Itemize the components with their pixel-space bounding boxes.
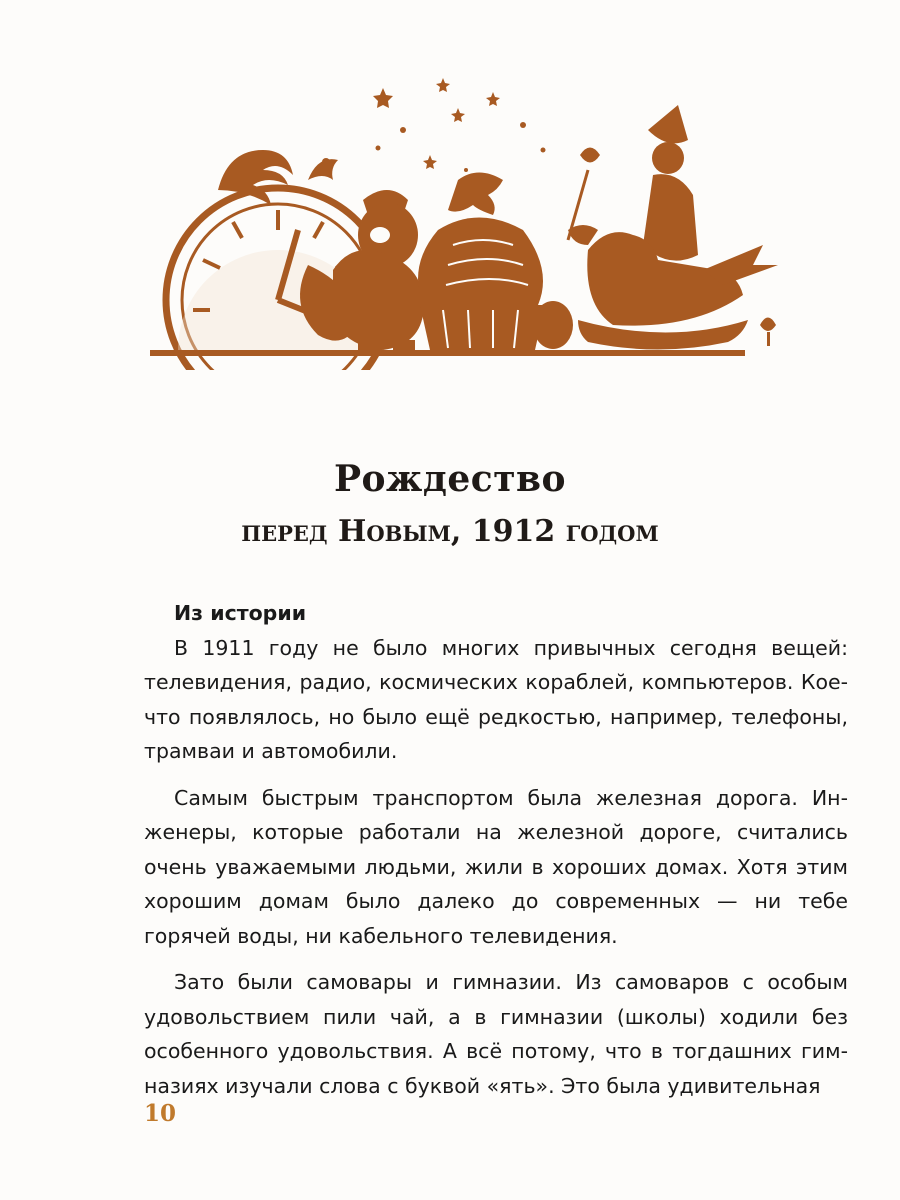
chapter-title-line2: перед Новым, 1912 годом: [241, 514, 659, 549]
chapter-body: [144, 596, 848, 1103]
chapter-title-line1: Рождество: [333, 458, 567, 500]
christmas-woodcut-illustration-icon: [148, 70, 778, 370]
paragraph: Самым быстрым транспортом была железная дорога. Инженеры, которые работали на железной дороге, считались очень уважаемыми людьми, жили в хороших домах. Хотя этим хорошим домам было далеко до современных — ни тебе горячей воды, ни кабельного телевидения.: [144, 785, 848, 948]
chapter-title: [0, 455, 900, 557]
paragraph: В 1911 году не было многих привычных сегодня вещей: телевидения, радио, космических кораблей, компьютеров. Кое-что появлялось, но было ещё редкостью, например, телефоны, трамваи и автомобили.: [144, 635, 848, 763]
paragraph: Зато были самовары и гимназии. Из самоваров с особым удовольствием пили чай, а в гимназии (школы) ходили без особенного удовольствия. А всё потому, что в тогдашних гимназиях изучали слова с буквой «ять». Это была удивительная: [144, 970, 848, 1098]
section-heading: Из истории: [174, 601, 307, 625]
page-number: 10: [144, 1100, 177, 1127]
